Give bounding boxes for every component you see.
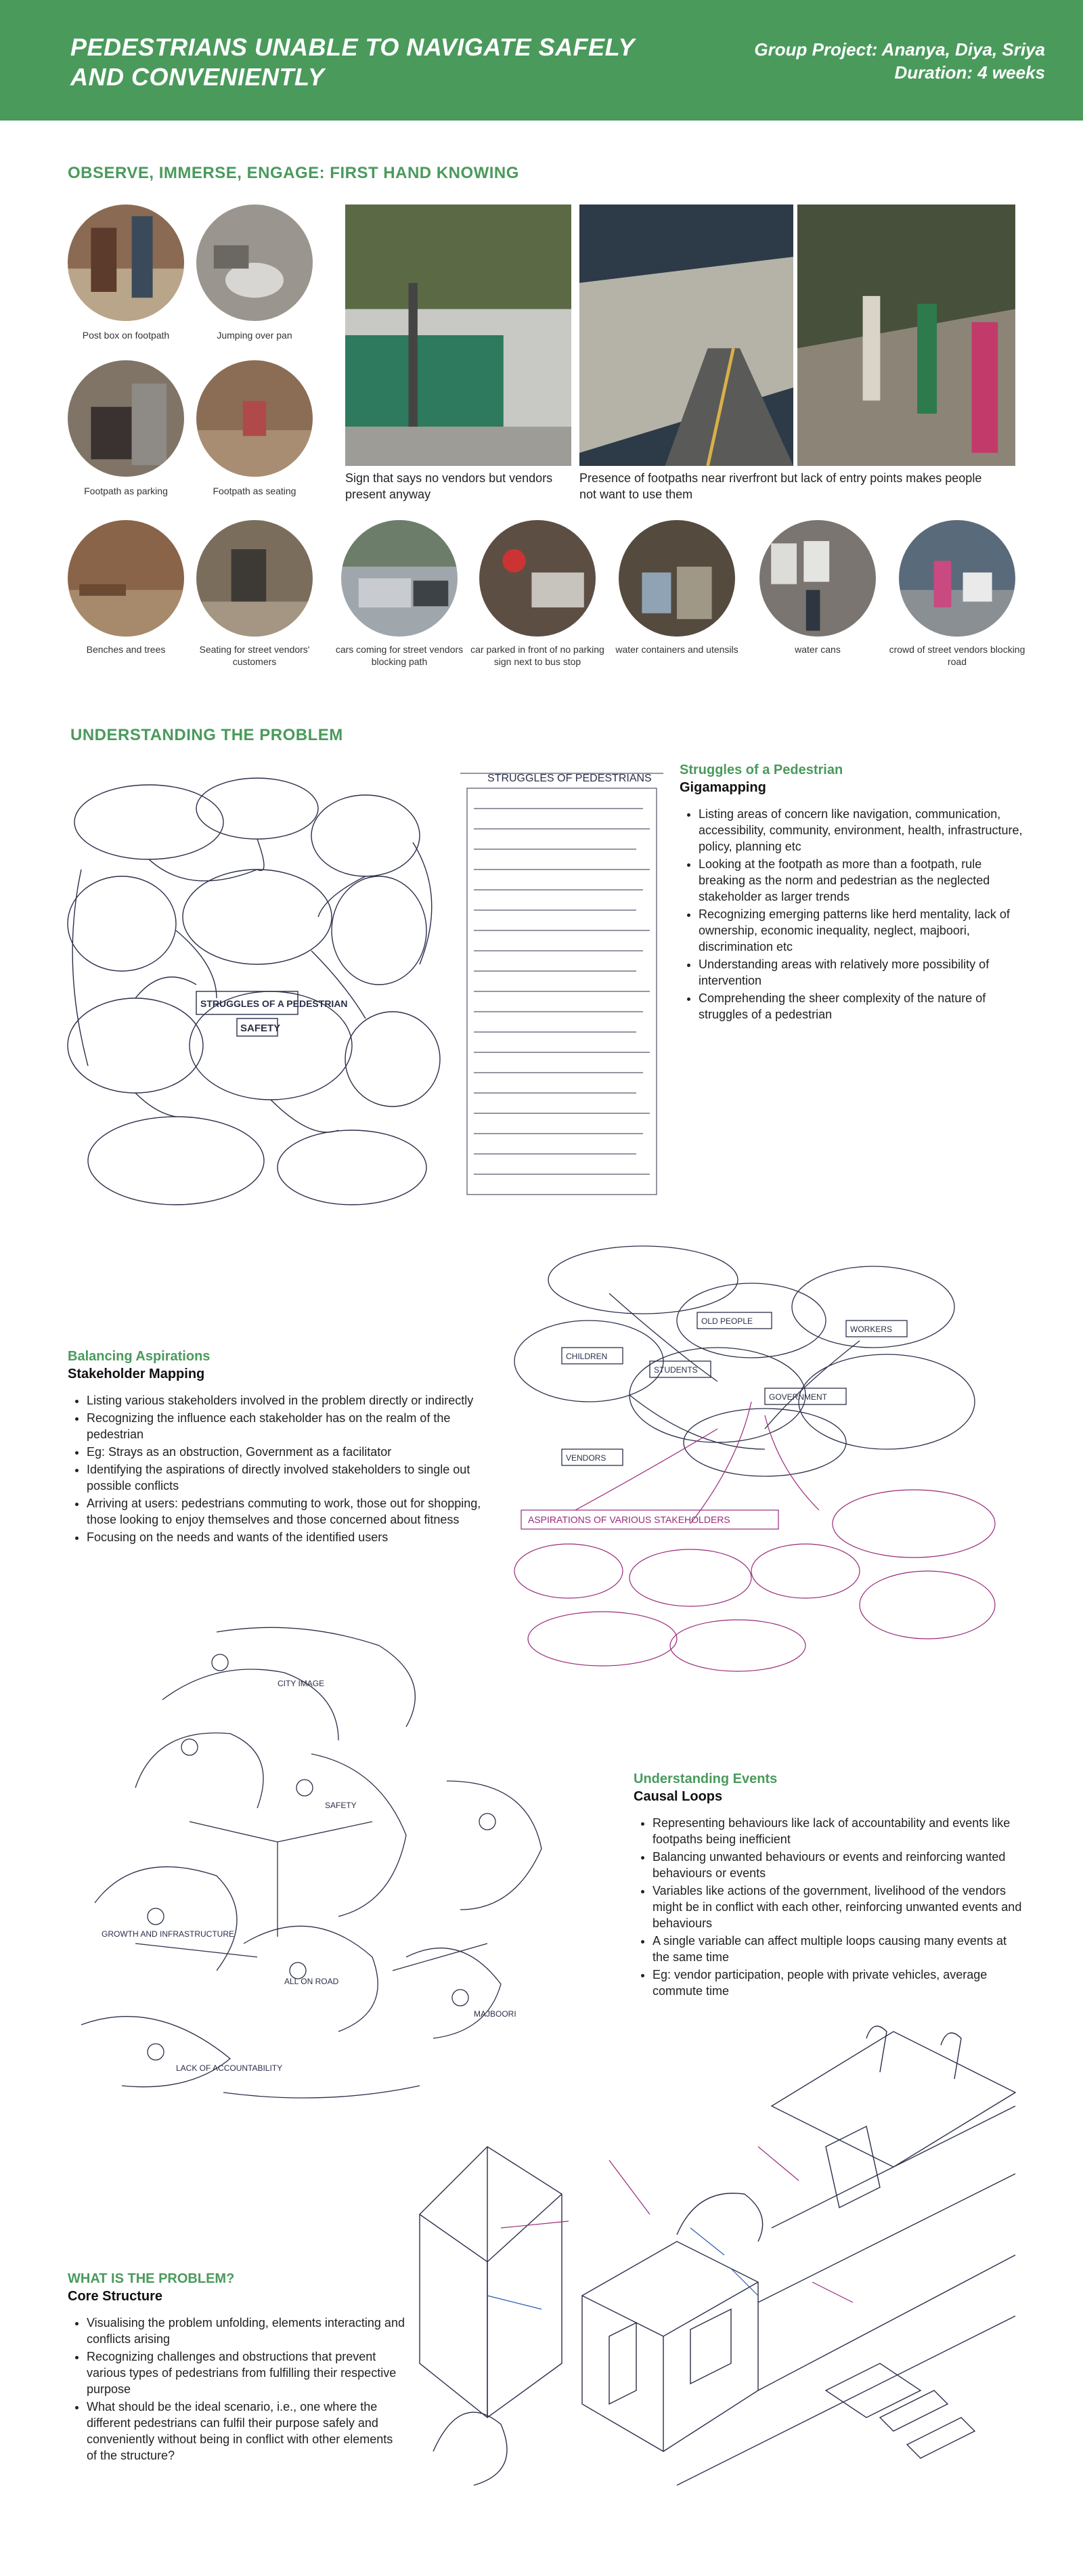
stake-node-students: STUDENTS xyxy=(654,1365,698,1375)
observation-photo-jumping-pan xyxy=(196,205,313,321)
aspirations-bullet: • Recognizing the influence each stakeholder has on the realm of the pedestrian xyxy=(87,1410,487,1442)
caption-bottom-6: water cans xyxy=(795,644,841,655)
causal-node-safety: SAFETY xyxy=(325,1801,357,1810)
events-block xyxy=(634,1770,1026,2000)
core-structure-sketch xyxy=(406,2011,1029,2506)
struggles-bullet: • Understanding areas with relatively more possibility of intervention xyxy=(699,956,1032,989)
observation-photo-water-cans xyxy=(759,520,876,637)
problem-bullet: • What should be the ideal scenario, i.e., one where the different pedestrians can fulfil their purpose safely and conveniently without being in conflict with other elements of the structure? xyxy=(87,2399,406,2464)
causal-node-city-image: CITY IMAGE xyxy=(278,1679,325,1688)
struggles-bullet: • Recognizing emerging patterns like herd mentality, lack of ownership, economic inequality, neglect, majboori, discrimination etc xyxy=(699,906,1032,955)
aspirations-bullet: • Listing various stakeholders involved in the problem directly or indirectly xyxy=(87,1392,487,1409)
struggles-heading: Struggles of a Pedestrian xyxy=(680,763,843,777)
gigamap-center-label: STRUGGLES OF A PEDESTRIAN xyxy=(200,998,348,1009)
observation-photo-no-parking xyxy=(479,520,596,637)
events-bullet: • Balancing unwanted behaviours or events and reinforcing wanted behaviours or events xyxy=(653,1849,1026,1881)
problem-bullet: • Recognizing challenges and obstructions that prevent various types of pedestrians from fulfilling their respective purpose xyxy=(87,2348,406,2397)
caption-bottom-7: crowd of street vendors blocking road xyxy=(889,644,1025,667)
photo-caption-2: Presence of footpaths near riverfront but lack of entry points makes people not want to use them xyxy=(579,471,982,501)
gigamap-list-title: STRUGGLES OF PEDESTRIANS xyxy=(487,773,652,784)
caption-bottom-4: car parked in front of no parking sign next to bus stop xyxy=(470,644,604,667)
stake-node-workers: WORKERS xyxy=(850,1325,893,1334)
events-heading: Understanding Events xyxy=(634,1772,778,1786)
page-header xyxy=(0,0,1083,121)
events-subheading: Causal Loops xyxy=(634,1789,723,1804)
struggles-bullet: • Comprehending the sheer complexity of the nature of struggles of a pedestrian xyxy=(699,990,1032,1023)
caption-bottom-2: Seating for street vendors' customers xyxy=(199,644,310,667)
stake-node-vendors: VENDORS xyxy=(566,1453,606,1463)
photo-riverfront-footpath xyxy=(579,205,793,466)
caption-circle-1: Post box on footpath xyxy=(82,330,170,341)
problem-block xyxy=(68,2270,406,2465)
caption-circle-3: Footpath as parking xyxy=(84,486,168,496)
caption-bottom-3: cars coming for street vendors blocking path xyxy=(335,644,464,667)
team-line: Group Project: Ananya, Diya, Sriya xyxy=(754,39,1045,60)
photo-pedestrians-walking xyxy=(797,205,1015,466)
aspirations-bullet: • Arriving at users: pedestrians commuting to work, those out for shopping, those looking to enjoy themselves and those concerned about fitness xyxy=(87,1495,487,1528)
causal-node-all-on-road: ALL ON ROAD xyxy=(284,1977,339,1986)
observation-photo-cars-vendors xyxy=(341,520,458,637)
stake-node-old-people: OLD PEOPLE xyxy=(701,1316,753,1326)
stake-node-children: CHILDREN xyxy=(566,1352,608,1361)
observation-photo-vendor-seating xyxy=(196,520,313,637)
causal-node-lack-accountability: LACK OF ACCOUNTABILITY xyxy=(176,2063,283,2073)
observation-photo-parking xyxy=(68,360,184,477)
observation-photo-seating xyxy=(196,360,313,477)
events-list xyxy=(634,1815,1026,1999)
problem-bullet: • Visualising the problem unfolding, elements interacting and conflicts arising xyxy=(87,2315,406,2347)
struggles-list xyxy=(680,806,1032,1023)
aspirations-list xyxy=(68,1392,487,1545)
observation-photo-water-containers xyxy=(619,520,735,637)
events-bullet: • A single variable can affect multiple loops causing many events at the same time xyxy=(653,1933,1026,1965)
aspirations-title: ASPIRATIONS OF VARIOUS STAKEHOLDERS xyxy=(528,1514,730,1525)
aspirations-bullet: • Focusing on the needs and wants of the identified users xyxy=(87,1529,487,1545)
aspirations-bullet: • Eg: Strays as an obstruction, Government as a facilitator xyxy=(87,1444,487,1460)
causal-node-majboori: MAJBOORI xyxy=(474,2009,516,2019)
page-title: PEDESTRIANS UNABLE TO NAVIGATE SAFELY AND CONVENIENTLY xyxy=(70,33,635,91)
duration-line: Duration: 4 weeks xyxy=(894,62,1045,83)
events-bullet: • Representing behaviours like lack of accountability and events like footpaths being inefficient xyxy=(653,1815,1026,1847)
struggles-block xyxy=(680,761,1032,1024)
caption-bottom-1: Benches and trees xyxy=(86,644,166,655)
observe-section-title: OBSERVE, IMMERSE, ENGAGE: FIRST HAND KNOWING xyxy=(68,164,519,182)
aspirations-block xyxy=(68,1348,487,1547)
struggles-bullet: • Listing areas of concern like navigation, communication, accessibility, community, environment, health, infrastructure, policy, planning etc xyxy=(699,806,1032,855)
stake-node-government: GOVERNMENT xyxy=(769,1392,828,1402)
struggles-subheading: Gigamapping xyxy=(680,780,766,795)
caption-bottom-5: water containers and utensils xyxy=(615,644,738,655)
caption-circle-4: Footpath as seating xyxy=(213,486,296,496)
events-bullet: • Eg: vendor participation, people with private vehicles, average commute time xyxy=(653,1967,1026,1999)
problem-list xyxy=(68,2315,406,2464)
observation-photo-crowd-vendors xyxy=(899,520,1015,637)
observation-photo-benches xyxy=(68,520,184,637)
aspirations-bullet: • Identifying the aspirations of directly involved stakeholders to single out possible conflicts xyxy=(87,1461,487,1494)
events-bullet: • Variables like actions of the government, livelihood of the vendors might be in conflict with each other, reinforcing unwanted events and behaviours xyxy=(653,1883,1026,1931)
caption-circle-2: Jumping over pan xyxy=(217,330,292,341)
gigamap-sketch xyxy=(54,761,670,1242)
aspirations-heading: Balancing Aspirations xyxy=(68,1349,211,1364)
project-meta xyxy=(754,38,1045,84)
photo-caption-1: Sign that says no vendors but vendors present anyway xyxy=(345,471,553,501)
aspirations-subheading: Stakeholder Mapping xyxy=(68,1367,205,1381)
stakeholder-map-sketch xyxy=(494,1226,1022,1679)
understanding-section-title: UNDERSTANDING THE PROBLEM xyxy=(70,726,343,744)
causal-node-growth: GROWTH AND INFRASTRUCTURE xyxy=(102,1929,234,1939)
struggles-bullet: • Looking at the footpath as more than a footpath, rule breaking as the norm and pedestrian as the neglected stakeholder as larger trends xyxy=(699,856,1032,905)
problem-heading: WHAT IS THE PROBLEM? xyxy=(68,2271,235,2286)
photo-no-vendors-sign xyxy=(345,205,571,466)
gigamap-safety-label: SAFETY xyxy=(240,1023,281,1034)
observation-photo-post-box xyxy=(68,205,184,321)
problem-subheading: Core Structure xyxy=(68,2289,163,2304)
